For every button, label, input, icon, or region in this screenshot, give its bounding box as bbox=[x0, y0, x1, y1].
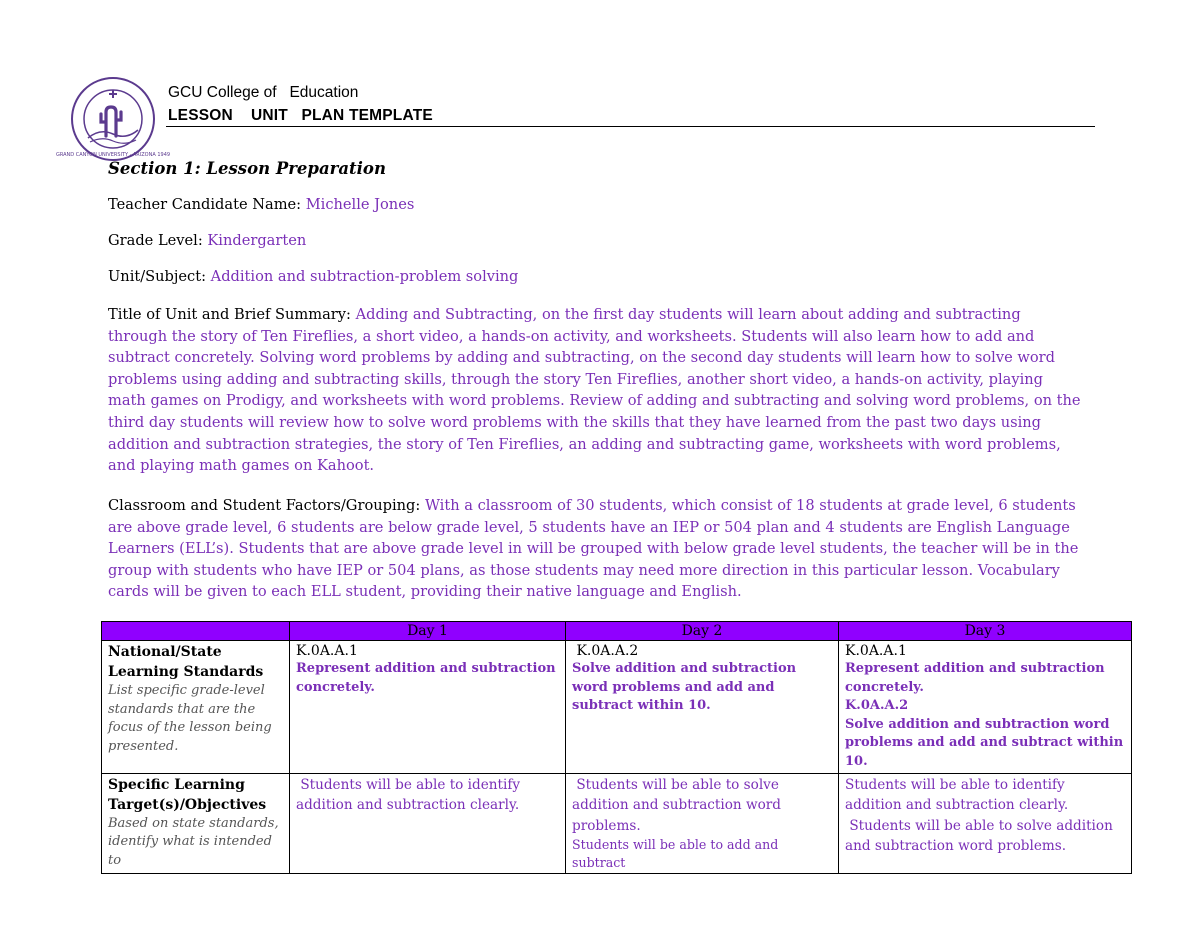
standard-code-2: K.0A.A.2 bbox=[845, 698, 909, 714]
table-row-standards bbox=[102, 641, 1132, 774]
unit-summary-label: Title of Unit and Brief Summary: bbox=[108, 306, 356, 323]
standards-day-1 bbox=[290, 641, 566, 774]
unit-subject-value: Addition and subtraction-problem solving bbox=[210, 268, 519, 285]
svg-text:GRAND CANYON UNIVERSITY · ARIZ: GRAND CANYON UNIVERSITY · ARIZONA 1949 bbox=[55, 152, 171, 158]
objective-text: Students will be able to identify addition and subtraction clearly. bbox=[296, 776, 525, 814]
standard-desc: Solve addition and subtraction word problems and add and subtract within 10. bbox=[572, 661, 797, 714]
unit-subject-field bbox=[108, 266, 1083, 288]
standards-day-2 bbox=[566, 641, 839, 774]
template-title: LESSON UNIT PLAN TEMPLATE bbox=[168, 107, 433, 124]
college-name: GCU College of Education bbox=[168, 84, 359, 101]
standards-day-3 bbox=[839, 641, 1132, 774]
teacher-name-label: Teacher Candidate Name: bbox=[108, 196, 306, 213]
standard-desc: Represent addition and subtraction concretely. bbox=[296, 661, 556, 695]
standard-code: K.0A.A.1 bbox=[296, 643, 358, 659]
standards-row-label bbox=[102, 641, 290, 774]
grade-level-label: Grade Level: bbox=[108, 232, 208, 249]
table-header-day-1: Day 1 bbox=[290, 622, 566, 641]
objectives-day-2 bbox=[566, 773, 839, 874]
objectives-row-title: Specific Learning Target(s)/Objectives bbox=[108, 776, 267, 813]
objective-text-2: Students will be able to solve addition and subtraction word problems. bbox=[845, 817, 1118, 855]
grade-level-value: Kindergarten bbox=[207, 232, 307, 249]
standard-desc-2: Solve addition and subtraction word problems and add and subtract within 10. bbox=[845, 716, 1124, 769]
grade-level-field bbox=[108, 230, 1083, 252]
unit-summary-field bbox=[108, 304, 1083, 477]
classroom-factors-field bbox=[108, 495, 1083, 603]
table-header-day-3: Day 3 bbox=[839, 622, 1132, 641]
standards-row-title: National/State Learning Standards bbox=[108, 644, 264, 680]
teacher-name-value: Michelle Jones bbox=[305, 196, 415, 213]
objective-text: Students will be able to identify addition and subtraction clearly. bbox=[845, 776, 1069, 814]
table-row-objectives bbox=[102, 773, 1132, 874]
objectives-day-1 bbox=[290, 773, 566, 874]
objective-text-2: Students will be able to add and subtract bbox=[572, 837, 779, 871]
standards-row-desc: List specific grade-level standards that are the focus of the lesson being presented. bbox=[108, 683, 272, 754]
university-seal-icon bbox=[55, 76, 171, 162]
table-header-row bbox=[102, 622, 1132, 641]
objectives-row-label bbox=[102, 773, 290, 874]
table-header-day-2: Day 2 bbox=[566, 622, 839, 641]
objective-text: Students will be able to solve addition and subtraction word problems. bbox=[572, 776, 786, 834]
lesson-plan-table bbox=[101, 621, 1132, 874]
standard-code: K.0A.A.1 bbox=[845, 643, 907, 659]
header-divider bbox=[166, 126, 1095, 127]
standard-desc: Represent addition and subtraction concretely. bbox=[845, 661, 1105, 695]
classroom-factors-value: With a classroom of 30 students, which consist of 18 students at grade level, 6 students are above grade level, 6 students are below grade level, 5 students have an IEP or 504 plan and 4 students are English Language Learners (ELL’s). Students that are above grade level in will be grouped with below grade level students, the teacher will be in the group with students who have IEP or 504 plans, as those students may need more direction in this particular lesson. Vocabulary cards will be given to each ELL student, providing their native language and English. bbox=[108, 497, 1079, 601]
unit-subject-label: Unit/Subject: bbox=[108, 268, 211, 285]
table-header-blank bbox=[102, 622, 290, 641]
section-title: Section 1: Lesson Preparation bbox=[108, 159, 386, 178]
standard-code: K.0A.A.2 bbox=[572, 643, 639, 659]
objectives-row-desc: Based on state standards, identify what is intended to bbox=[108, 815, 279, 868]
unit-summary-value: Adding and Subtracting, on the first day students will learn about adding and subtracting through the story of Ten Fireflies, a short video, a hands-on activity, and worksheets. Students will also learn how to add and subtract concretely. Solving word problems by adding and subtracting, on the second day students will learn how to solve word problems using adding and subtracting skills, through the story Ten Fireflies, another short video, a hands-on activity, playing math games on Prodigy, and worksheets with word problems. Review of adding and subtracting and solving word problems, on the third day students will review how to solve word problems with the skills that they have learned from the past two days using addition and subtraction strategies, the story of Ten Fireflies, an adding and subtracting game, worksheets with word problems, and playing math games on Kahoot. bbox=[108, 306, 1081, 475]
teacher-name-field bbox=[108, 194, 1083, 216]
classroom-factors-label: Classroom and Student Factors/Grouping: bbox=[108, 497, 425, 514]
objectives-day-3 bbox=[839, 773, 1132, 874]
